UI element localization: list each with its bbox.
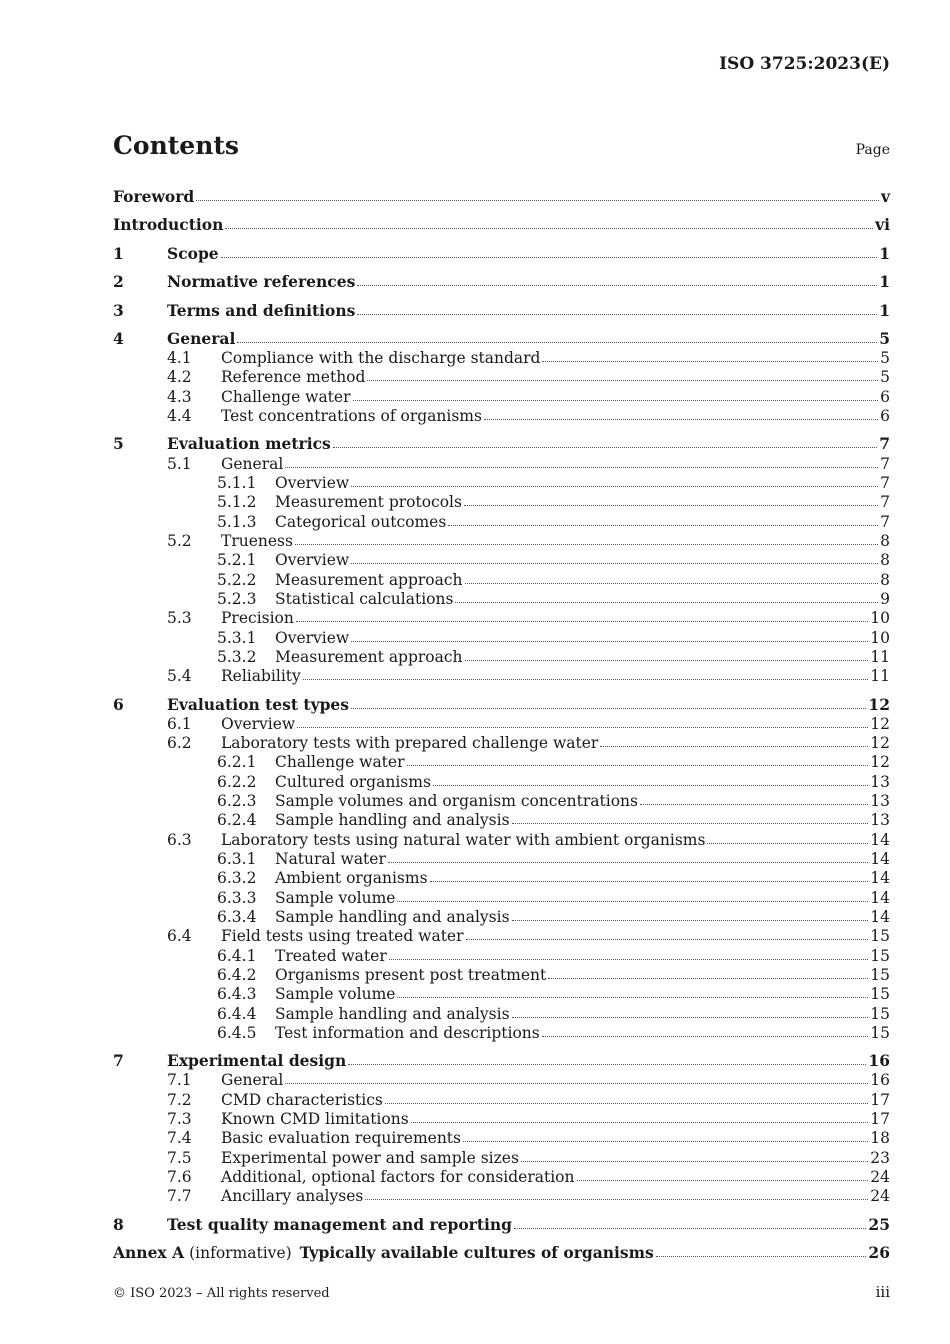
toc-entry-title: Categorical outcomes (275, 513, 447, 531)
toc-entry[interactable] (113, 214, 890, 234)
dot-leader (295, 544, 878, 545)
dot-leader (365, 1199, 868, 1200)
dot-leader (351, 708, 866, 709)
toc-entry-title: Ambient organisms (275, 869, 428, 887)
toc-entry-number: 7.1 (167, 1071, 192, 1089)
toc-entry-page: 6 (880, 407, 890, 425)
toc-entry-number: 6.4.4 (217, 1005, 257, 1023)
toc-entry[interactable] (113, 511, 890, 531)
toc-entry[interactable] (113, 1069, 890, 1089)
toc-entry[interactable] (113, 809, 890, 829)
toc-entry-page: 23 (870, 1149, 890, 1167)
toc-entry-title: Measurement approach (275, 648, 463, 666)
toc-entry[interactable] (113, 964, 890, 984)
toc-entry-page: 15 (870, 966, 890, 984)
toc-entry[interactable] (113, 887, 890, 907)
toc-entry-number: 7.6 (167, 1168, 192, 1186)
dot-leader (463, 1141, 868, 1142)
annex-note: (informative) (189, 1244, 292, 1262)
dot-leader (351, 486, 878, 487)
toc-entry[interactable] (113, 1108, 890, 1128)
toc-entry-number: 3 (113, 301, 124, 320)
dot-leader (448, 525, 878, 526)
toc-entry-title: Cultured organisms (275, 773, 431, 791)
toc-entry-page: 1 (879, 244, 890, 263)
dot-leader (484, 419, 878, 420)
toc-entry-page: 25 (868, 1215, 890, 1234)
page-number: iii (875, 1283, 890, 1301)
toc-entry[interactable] (113, 472, 890, 492)
dot-leader (225, 228, 873, 229)
toc-entry-number: 5.1.2 (217, 493, 257, 511)
toc-entry-page: 9 (880, 590, 890, 608)
toc-entry-page: 12 (870, 715, 890, 733)
toc-entry-page: 14 (870, 889, 890, 907)
toc-entry-page: 12 (868, 695, 890, 714)
toc-entry-page: 17 (870, 1091, 890, 1109)
contents-title: Contents (113, 131, 240, 160)
toc-entry[interactable] (113, 1127, 890, 1147)
toc-entry[interactable] (113, 771, 890, 791)
dot-leader (333, 447, 877, 448)
dot-leader (514, 1228, 866, 1229)
dot-leader (656, 1256, 867, 1257)
toc-entry-number: 5.2 (167, 532, 192, 550)
toc-entry-title: General (221, 455, 284, 473)
dot-leader (397, 901, 868, 902)
dot-leader (348, 1064, 866, 1065)
dot-leader (196, 200, 879, 201)
toc-entry[interactable] (113, 588, 890, 608)
toc-entry-title: Compliance with the discharge standard (221, 349, 541, 367)
toc-entry-number: 6.3.3 (217, 889, 257, 907)
dot-leader (640, 804, 868, 805)
toc-entry-title: Evaluation test types (167, 695, 350, 714)
toc-entry-page: 12 (870, 753, 890, 771)
toc-entry-page: 15 (870, 947, 890, 965)
dot-leader (353, 400, 879, 401)
toc-entry-number: 6.3.2 (217, 869, 257, 887)
toc-entry[interactable] (113, 433, 890, 453)
toc-entry[interactable] (113, 790, 890, 810)
dot-leader (411, 1122, 869, 1123)
toc-entry[interactable] (113, 491, 890, 511)
toc-entry-title: Overview (275, 551, 350, 569)
toc-entry[interactable] (113, 906, 890, 926)
toc-entry[interactable] (113, 732, 890, 752)
dot-leader (542, 1036, 869, 1037)
toc-entry-page: 14 (870, 831, 890, 849)
toc-entry-number: 7.2 (167, 1091, 192, 1109)
toc-entry-title: Laboratory tests using natural water with ambient organisms (221, 831, 706, 849)
toc-entry-page: 13 (870, 811, 890, 829)
toc-entry[interactable] (113, 1147, 890, 1167)
toc-entry-page: 17 (870, 1110, 890, 1128)
toc-entry[interactable] (113, 1003, 890, 1023)
toc-entry-page: 1 (879, 301, 890, 320)
toc-entry-number: 2 (113, 272, 124, 291)
toc-entry-title: Test concentrations of organisms (221, 407, 482, 425)
toc-entry-number: 5.3 (167, 609, 192, 627)
toc-entry-page: 15 (870, 985, 890, 1003)
toc-entry[interactable] (113, 713, 890, 733)
toc-entry[interactable] (113, 694, 890, 714)
dot-leader (351, 641, 868, 642)
toc-entry-number: 7 (113, 1051, 124, 1070)
page-column-label: Page (855, 142, 890, 158)
toc-entry-page: 15 (870, 927, 890, 945)
toc-entry-title: Experimental design (167, 1051, 347, 1070)
toc-entry-title: Scope (167, 244, 219, 263)
dot-leader (285, 467, 878, 468)
toc-entry-number: 6.2.4 (217, 811, 257, 829)
toc-entry[interactable] (113, 1242, 890, 1262)
toc-entry[interactable] (113, 530, 890, 550)
toc-entry[interactable] (113, 983, 890, 1003)
toc-entry-number: 1 (113, 244, 124, 263)
toc-entry[interactable] (113, 607, 890, 627)
dot-leader (548, 978, 868, 979)
toc-entry[interactable] (113, 751, 890, 771)
toc-entry-title: Trueness (221, 532, 293, 550)
toc-entry-number: 6.4.1 (217, 947, 257, 965)
dot-leader (397, 997, 868, 998)
toc-entry-page: vi (875, 215, 890, 234)
dot-leader (385, 1103, 868, 1104)
toc-entry-title: Evaluation metrics (167, 434, 331, 453)
toc-entry-number: 6.3.4 (217, 908, 257, 926)
toc-entry-page: 11 (870, 667, 890, 685)
toc-entry-title: Ancillary analyses (221, 1187, 364, 1205)
toc-entry-page: 5 (879, 329, 890, 348)
toc-entry-page: 5 (880, 349, 890, 367)
toc-entry[interactable] (113, 243, 890, 263)
toc-entry-title: Statistical calculations (275, 590, 454, 608)
toc-entry-page: 8 (880, 532, 890, 550)
toc-entry-number: 5.1 (167, 455, 192, 473)
toc-entry-number: 4.3 (167, 388, 192, 406)
toc-entry-page: 8 (880, 571, 890, 589)
toc-entry-number: 5.2.2 (217, 571, 257, 589)
toc-entry-number: 6.2.2 (217, 773, 257, 791)
toc-entry-page: 6 (880, 388, 890, 406)
toc-entry-page: 13 (870, 792, 890, 810)
dot-leader (600, 746, 868, 747)
toc-entry[interactable] (113, 945, 890, 965)
toc-entry-page: 14 (870, 869, 890, 887)
toc-entry-title: Foreword (113, 187, 195, 206)
toc-entry-title: Field tests using treated water (221, 927, 464, 945)
toc-entry-number: 4 (113, 329, 124, 348)
toc-entry[interactable] (113, 867, 890, 887)
toc-entry-number: 5.3.1 (217, 629, 257, 647)
toc-entry-page: 14 (870, 850, 890, 868)
toc-entry-page: 24 (870, 1168, 890, 1186)
toc-entry-number: 6.1 (167, 715, 192, 733)
dot-leader (367, 380, 878, 381)
toc-entry-title: CMD characteristics (221, 1091, 383, 1109)
toc-entry-page: v (880, 187, 890, 206)
toc-entry[interactable] (113, 646, 890, 666)
dot-leader (512, 1017, 869, 1018)
toc-entry-title: Introduction (113, 215, 224, 234)
toc-entry-title: General (167, 329, 236, 348)
toc-entry-title: Treated water (275, 947, 387, 965)
toc-entry-page: 18 (870, 1129, 890, 1147)
toc-entry-title: Overview (275, 629, 350, 647)
toc-entry-page: 13 (870, 773, 890, 791)
toc-entry-number: 6.2 (167, 734, 192, 752)
dot-leader (512, 920, 869, 921)
dot-leader (357, 285, 877, 286)
dot-leader (430, 881, 869, 882)
toc-entry-title: Challenge water (221, 388, 351, 406)
toc-entry-title: Sample volume (275, 985, 396, 1003)
toc-entry-number: 6 (113, 695, 124, 714)
toc-entry-number: 6.4.3 (217, 985, 257, 1003)
toc-entry-title: Additional, optional factors for consideration (221, 1168, 575, 1186)
toc-entry-number: 7.4 (167, 1129, 192, 1147)
toc-entry-title: Sample volume (275, 889, 396, 907)
toc-entry[interactable] (113, 386, 890, 406)
toc-entry-number: 5.1.3 (217, 513, 257, 531)
toc-entry-title: Sample handling and analysis (275, 1005, 510, 1023)
dot-leader (351, 563, 878, 564)
toc-entry[interactable] (113, 829, 890, 849)
toc-entry-title: Basic evaluation requirements (221, 1129, 461, 1147)
toc-entry-title: Challenge water (275, 753, 405, 771)
toc-entry-title: Reliability (221, 667, 301, 685)
dot-leader (521, 1161, 868, 1162)
annex-label: Annex A (113, 1243, 185, 1262)
toc-entry-title: Known CMD limitations (221, 1110, 409, 1128)
toc-entry-title: Typically available cultures of organisms (299, 1243, 654, 1262)
dot-leader (455, 602, 878, 603)
toc-entry[interactable] (113, 453, 890, 473)
toc-entry-title: Precision (221, 609, 294, 627)
toc-entry[interactable] (113, 1089, 890, 1109)
toc-entry-title: Laboratory tests with prepared challenge water (221, 734, 599, 752)
toc-entry[interactable] (113, 405, 890, 425)
toc-entry[interactable] (113, 271, 890, 291)
dot-leader (542, 361, 878, 362)
dot-leader (465, 583, 879, 584)
toc-entry-page: 16 (870, 1071, 890, 1089)
toc-entry-number: 6.4.2 (217, 966, 257, 984)
toc-entry-number: 5.1.1 (217, 474, 257, 492)
toc-entry-number: 5.3.2 (217, 648, 257, 666)
toc-entry-number: 5.4 (167, 667, 192, 685)
toc-entry-title: Sample volumes and organism concentrations (275, 792, 638, 810)
dot-leader (433, 785, 868, 786)
toc-entry-title: Test information and descriptions (275, 1024, 540, 1042)
toc-entry-number: 6.4.5 (217, 1024, 257, 1042)
toc-entry-page: 7 (880, 455, 890, 473)
toc-entry-page: 1 (879, 272, 890, 291)
toc-entry-number: 6.4 (167, 927, 192, 945)
toc-entry-page: 8 (880, 551, 890, 569)
toc-entry-number: 6.3.1 (217, 850, 257, 868)
dot-leader (357, 314, 877, 315)
dot-leader (512, 823, 869, 824)
dot-leader (296, 621, 868, 622)
toc-entry[interactable] (113, 300, 890, 320)
toc-entry-title: Reference method (221, 368, 366, 386)
toc-entry-title: Measurement approach (275, 571, 463, 589)
toc-entry-title: Sample handling and analysis (275, 811, 510, 829)
toc-entry-title: Normative references (167, 272, 356, 291)
toc-entry[interactable] (113, 1166, 890, 1186)
toc-entry[interactable] (113, 186, 890, 206)
toc-entry-title: Natural water (275, 850, 386, 868)
dot-leader (388, 862, 868, 863)
toc-entry-page: 7 (880, 513, 890, 531)
toc-entry-page: 5 (880, 368, 890, 386)
dot-leader (303, 679, 868, 680)
toc-entry[interactable] (113, 1050, 890, 1070)
toc-entry-page: 7 (880, 493, 890, 511)
dot-leader (466, 939, 869, 940)
toc-entry-number: 5.2.1 (217, 551, 257, 569)
toc-entry-page: 15 (870, 1005, 890, 1023)
toc-entry[interactable] (113, 627, 890, 647)
dot-leader (465, 660, 869, 661)
toc-entry[interactable] (113, 925, 890, 945)
toc-entry[interactable] (113, 569, 890, 589)
dot-leader (285, 1083, 868, 1084)
toc-entry-number: 6.2.3 (217, 792, 257, 810)
toc-entry[interactable] (113, 665, 890, 685)
toc-entry-number: 6.3 (167, 831, 192, 849)
toc-entry-number: 7.7 (167, 1187, 192, 1205)
toc-entry-page: 7 (880, 474, 890, 492)
toc-entry-title: Experimental power and sample sizes (221, 1149, 519, 1167)
toc-entry-title: Measurement protocols (275, 493, 462, 511)
toc-entry-title: Sample handling and analysis (275, 908, 510, 926)
toc-entry-page: 10 (870, 609, 890, 627)
toc-entry-title: Overview (275, 474, 350, 492)
toc-entry-page: 12 (870, 734, 890, 752)
toc-entry[interactable] (113, 549, 890, 569)
toc-entry-page: 26 (868, 1243, 890, 1262)
dot-leader (464, 505, 878, 506)
toc-entry-number: 6.2.1 (217, 753, 257, 771)
dot-leader (297, 727, 868, 728)
toc-entry[interactable] (113, 1185, 890, 1205)
toc-entry-title: Overview (221, 715, 296, 733)
dot-leader (237, 342, 877, 343)
toc-entry-number: 5.2.3 (217, 590, 257, 608)
toc-entry-title: Test quality management and reporting (167, 1215, 513, 1234)
toc-entry-title: General (221, 1071, 284, 1089)
toc-entry-page: 7 (879, 434, 890, 453)
toc-entry-number: 7.3 (167, 1110, 192, 1128)
toc-entry-number: 4.4 (167, 407, 192, 425)
toc-entry[interactable] (113, 366, 890, 386)
dot-leader (407, 765, 869, 766)
toc-entry-page: 10 (870, 629, 890, 647)
dot-leader (221, 257, 878, 258)
toc-entry-page: 14 (870, 908, 890, 926)
dot-leader (707, 843, 868, 844)
toc-entry[interactable] (113, 347, 890, 367)
document-id: ISO 3725:2023(E) (719, 54, 890, 74)
copyright-notice: © ISO 2023 – All rights reserved (113, 1286, 330, 1301)
toc-entry-title: Terms and definitions (167, 301, 356, 320)
toc-entry-page: 11 (870, 648, 890, 666)
toc-entry[interactable] (113, 1022, 890, 1042)
toc-entry[interactable] (113, 328, 890, 348)
toc-entry[interactable] (113, 848, 890, 868)
toc-entry[interactable] (113, 1214, 890, 1234)
toc-entry-number: 5 (113, 434, 124, 453)
toc-entry-page: 16 (868, 1051, 890, 1070)
dot-leader (577, 1180, 869, 1181)
toc-entry-number: 8 (113, 1215, 124, 1234)
toc-entry-number: 7.5 (167, 1149, 192, 1167)
toc-entry-number: 4.2 (167, 368, 192, 386)
toc-entry-number: 4.1 (167, 349, 192, 367)
toc-entry-page: 15 (870, 1024, 890, 1042)
toc-entry-page: 24 (870, 1187, 890, 1205)
dot-leader (389, 959, 869, 960)
toc-entry-title: Organisms present post treatment (275, 966, 547, 984)
